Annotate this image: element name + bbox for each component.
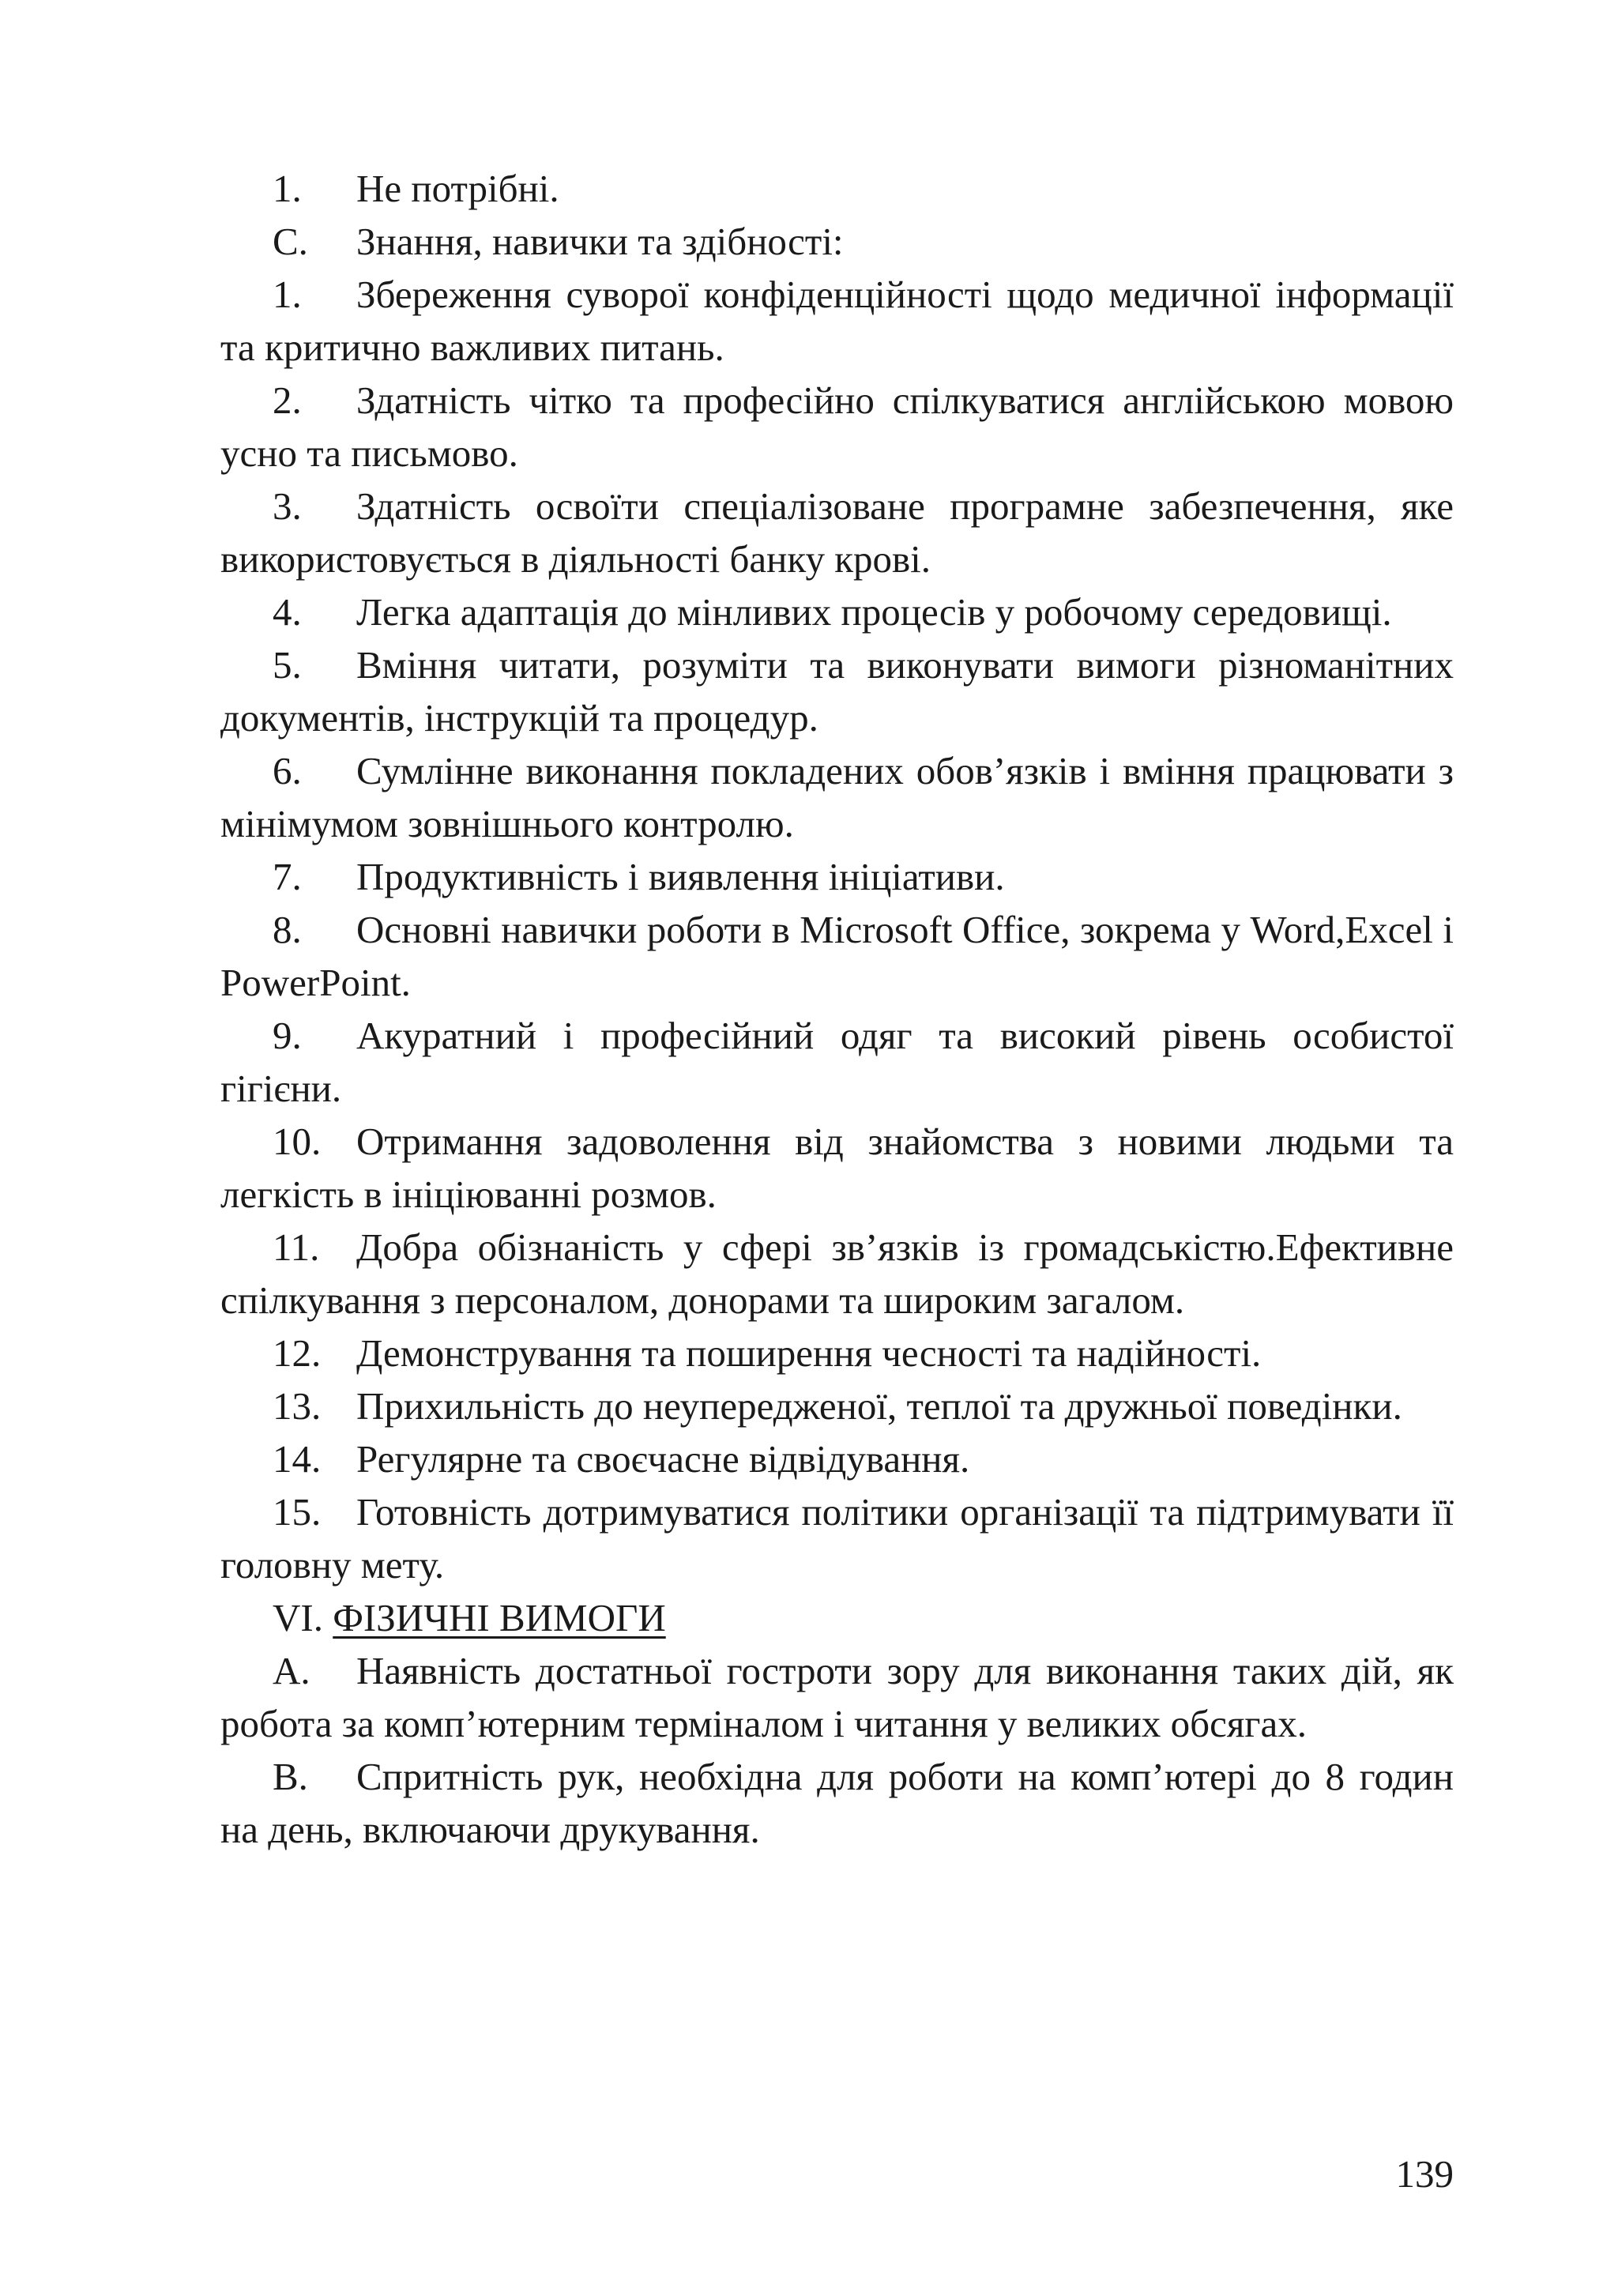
item-number: 15.	[273, 1490, 322, 1534]
list-item	[220, 1750, 1454, 1856]
list-item	[220, 1485, 1454, 1591]
item-number: 12.	[273, 1331, 322, 1375]
item-text: Здатність чітко та професійно спілкуватися англійською мовою усно та письмово.	[220, 378, 1454, 475]
item-text: Сумлінне виконання покладених обов’язків і вміння працювати з мінімумом зовнішнього контролю.	[220, 749, 1454, 845]
item-text: Наявність достатньої гостроти зору для виконання таких дій, як робота за комп’ютерним терміналом і читання у великих обсягах.	[220, 1649, 1454, 1745]
item-number: В.	[273, 1755, 308, 1798]
list-item	[220, 1221, 1454, 1327]
item-text: Демонстрування та поширення чесності та надійності.	[356, 1331, 1262, 1375]
list-item	[220, 1432, 1454, 1485]
item-number: 4.	[273, 590, 302, 634]
list-item	[220, 480, 1454, 585]
section-number: VI.	[273, 1596, 323, 1639]
list-item	[220, 1379, 1454, 1432]
item-number: 10.	[273, 1120, 322, 1163]
item-text: Отримання задоволення від знайомства з новими людьми та легкість в ініціюванні розмов.	[220, 1120, 1454, 1216]
list-item	[220, 1009, 1454, 1115]
item-text: Легка адаптація до мінливих процесів у робочому середовищі.	[356, 590, 1392, 634]
item-number: 5.	[273, 643, 302, 687]
list-item	[220, 903, 1454, 1009]
item-number: 8.	[273, 908, 302, 951]
item-text: Акуратний і професійний одяг та високий рівень особистої гігієни.	[220, 1014, 1454, 1110]
item-number: 1.	[273, 273, 302, 316]
item-number: 3.	[273, 484, 302, 528]
item-text: Прихильність до неупередженої, теплої та дружньої поведінки.	[356, 1384, 1402, 1428]
page-number: 139	[1395, 2152, 1454, 2196]
list-item	[220, 1115, 1454, 1221]
item-number: А.	[273, 1649, 310, 1692]
item-number: С.	[273, 220, 308, 263]
item-text: Знання, навички та здібності:	[356, 220, 844, 263]
subsection-heading	[220, 215, 1454, 268]
list-item	[220, 1644, 1454, 1750]
section-heading	[220, 1591, 1454, 1644]
item-text: Не потрібні.	[356, 167, 559, 210]
item-number: 6.	[273, 749, 302, 792]
list-item	[220, 585, 1454, 638]
item-text: Вміння читати, розуміти та виконувати вимоги різноманітних документів, інструкцій та процедур.	[220, 643, 1454, 740]
item-number: 1.	[273, 167, 302, 210]
list-item	[220, 638, 1454, 744]
item-number: 9.	[273, 1014, 302, 1057]
item-text: Регулярне та своєчасне відвідування.	[356, 1437, 970, 1481]
item-text: Збереження суворої конфіденційності щодо медичної інформації та критично важливих питань.	[220, 273, 1454, 369]
item-number: 14.	[273, 1437, 322, 1481]
item-text: Здатність освоїти спеціалізоване програмне забезпечення, яке використовується в діяльності банку крові.	[220, 484, 1454, 581]
section-title: ФІЗИЧНІ ВИМОГИ	[333, 1596, 666, 1639]
item-text: Спритність рук, необхідна для роботи на комп’ютері до 8 годин на день, включаючи друкування.	[220, 1755, 1454, 1851]
item-number: 13.	[273, 1384, 322, 1428]
item-text: Основні навички роботи в Microsoft Office, зокрема у Word,Excel і PowerPoint.	[220, 908, 1454, 1004]
list-item	[220, 744, 1454, 850]
list-item	[220, 374, 1454, 480]
document-body	[220, 162, 1454, 1856]
list-item	[220, 1327, 1454, 1379]
list-item	[220, 162, 1454, 215]
item-text: Готовність дотримуватися політики організації та підтримувати її головну мету.	[220, 1490, 1454, 1586]
list-item	[220, 850, 1454, 903]
item-text: Добра обізнаність у сфері зв’язків із громадськістю.Ефективне спілкування з персоналом, донорами та широким загалом.	[220, 1225, 1454, 1322]
item-number: 7.	[273, 855, 302, 898]
item-number: 11.	[273, 1225, 320, 1269]
item-number: 2.	[273, 378, 302, 422]
list-item	[220, 268, 1454, 374]
item-text: Продуктивність і виявлення ініціативи.	[356, 855, 1005, 898]
